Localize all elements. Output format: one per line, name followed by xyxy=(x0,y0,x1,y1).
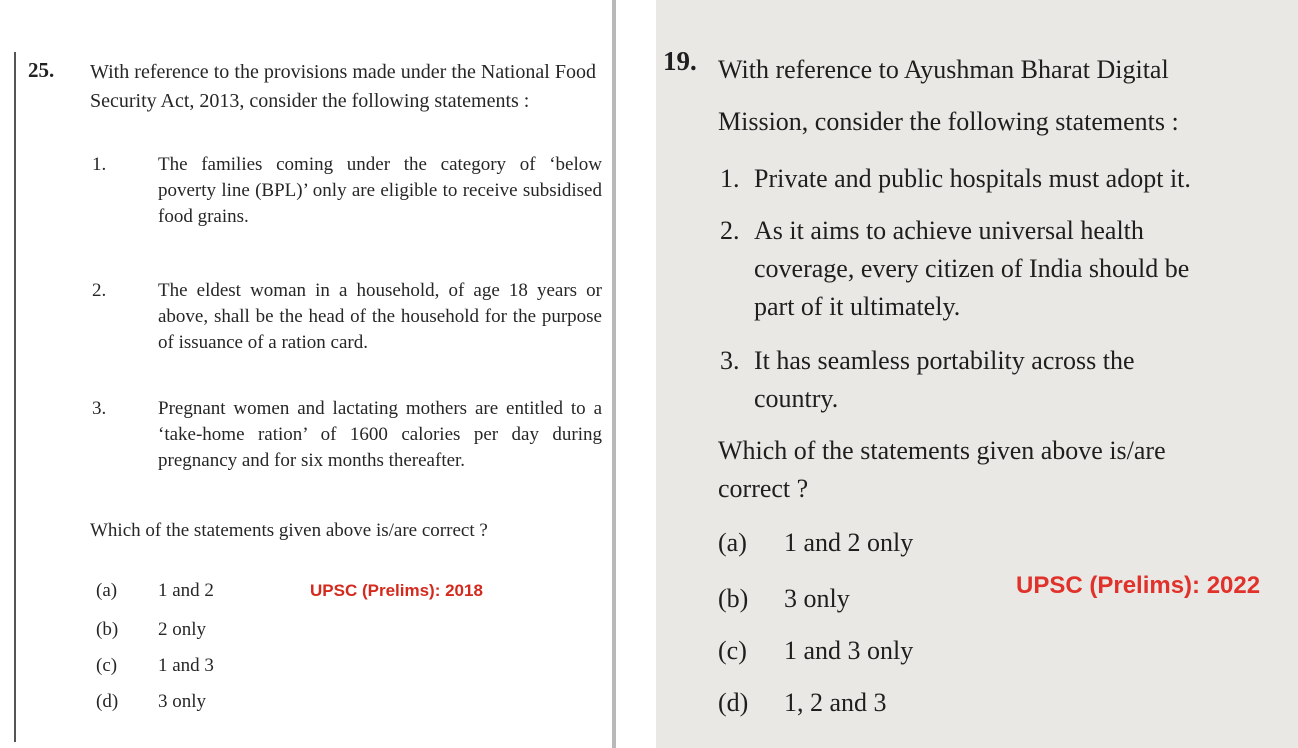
option-d xyxy=(718,688,887,718)
statement-text: The eldest woman in a household, of age 18 years or above, shall be the head of the household for the purpose of issuance of a ration card. xyxy=(158,280,602,353)
margin-bar xyxy=(14,52,16,742)
option-c xyxy=(96,655,214,677)
option-text: 1 and 3 only xyxy=(784,636,914,665)
statement-text: The families coming under the category of ‘below poverty line (BPL)’ only are eligible to receive subsidised food grains. xyxy=(158,154,602,227)
statement-text: Pregnant women and lactating mothers are entitled to a ‘take-home ration’ of 1600 calories per day during pregnancy and for six months thereafter. xyxy=(158,398,602,471)
statement-item xyxy=(92,396,602,474)
statement-number: 1. xyxy=(720,164,740,193)
option-c xyxy=(718,636,913,666)
option-label: (b) xyxy=(718,584,749,613)
option-text: 3 only xyxy=(158,691,207,712)
statement-item xyxy=(720,212,1220,326)
option-label: (c) xyxy=(96,655,118,676)
question-stem: With reference to Ayushman Bharat Digital Mission, consider the following statements : xyxy=(718,55,1179,136)
statement-item xyxy=(92,278,602,356)
statement-item xyxy=(92,152,602,230)
statement-number: 3. xyxy=(720,346,740,375)
option-text: 3 only xyxy=(784,584,850,613)
option-a xyxy=(96,580,214,602)
question-prompt: Which of the statements given above is/are correct ? xyxy=(90,520,488,541)
option-d xyxy=(96,691,206,713)
exam-year-tag: UPSC (Prelims): 2018 xyxy=(310,581,483,600)
question-number: 19. xyxy=(663,46,697,76)
option-text: 1 and 2 only xyxy=(784,528,914,557)
statement-text: It has seamless portability across the country. xyxy=(754,346,1135,413)
option-label: (b) xyxy=(96,619,119,640)
panel-divider xyxy=(612,0,616,748)
statement-text: As it aims to achieve universal health coverage, every citizen of India should be part of it ultimately. xyxy=(754,216,1190,321)
option-text: 2 only xyxy=(158,619,207,640)
statement-item xyxy=(720,160,1220,198)
statement-number: 3. xyxy=(92,398,107,419)
option-label: (c) xyxy=(718,636,747,665)
option-label: (a) xyxy=(718,528,747,557)
statement-item xyxy=(720,342,1220,418)
statement-number: 2. xyxy=(720,216,740,245)
option-label: (d) xyxy=(96,691,119,712)
option-b xyxy=(96,619,206,641)
option-text: 1, 2 and 3 xyxy=(784,688,887,717)
option-label: (a) xyxy=(96,580,118,601)
question-stem: With reference to the provisions made under the National Food Security Act, 2013, consider the following statements : xyxy=(90,61,596,112)
option-a xyxy=(718,528,913,558)
option-text: 1 and 2 xyxy=(158,580,214,601)
question-prompt: Which of the statements given above is/are correct ? xyxy=(718,436,1166,503)
statement-number: 2. xyxy=(92,280,107,301)
option-text: 1 and 3 xyxy=(158,655,214,676)
statement-number: 1. xyxy=(92,154,107,175)
exam-year-tag: UPSC (Prelims): 2022 xyxy=(1016,572,1261,599)
question-number: 25. xyxy=(28,58,55,82)
question-panel-2018 xyxy=(0,0,612,748)
option-label: (d) xyxy=(718,688,749,717)
statement-text: Private and public hospitals must adopt it. xyxy=(754,164,1191,193)
option-b xyxy=(718,584,850,614)
